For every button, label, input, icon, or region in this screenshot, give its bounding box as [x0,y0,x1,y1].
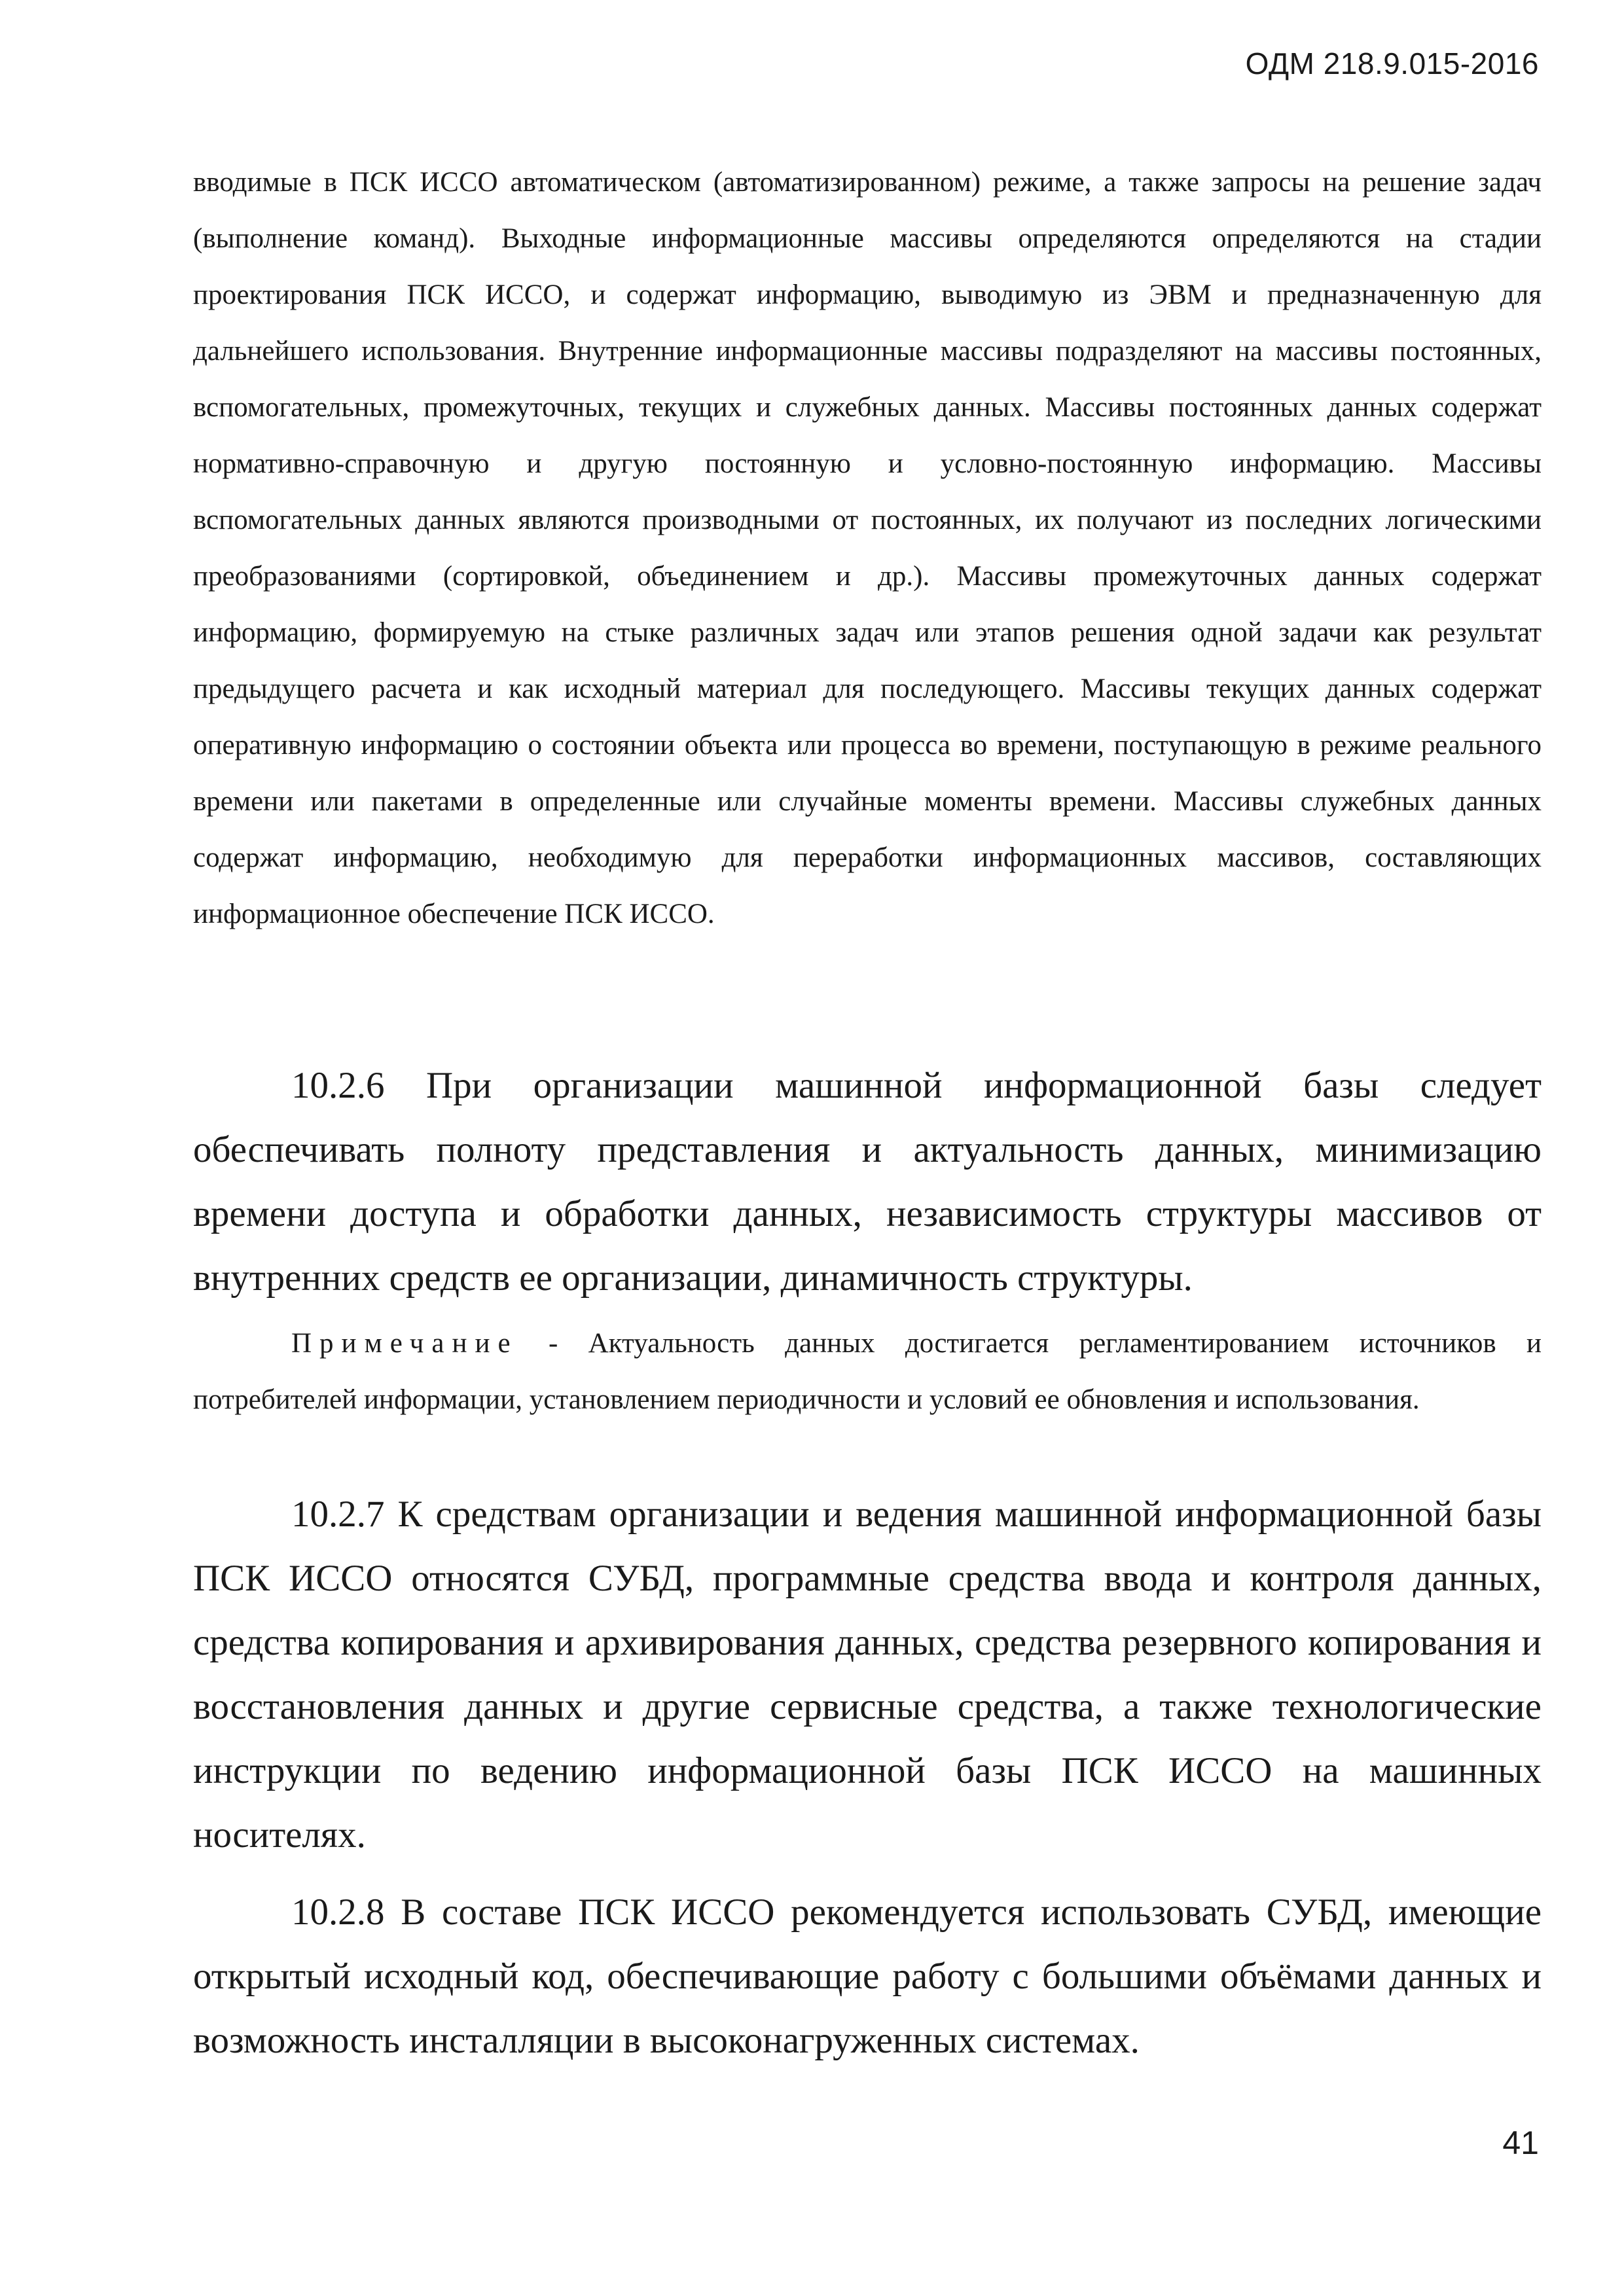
paragraph-continuation: вводимые в ПСК ИССО автоматическом (автоматизированном) режиме, а также запросы на решение задач (выполнение команд). Выходные информационные массивы определяются определяются на стадии проектирования ПСК ИССО, и содержат информацию, выводимую из ЭВМ и предназначенную для дальнейшего использования. Внутренние информационные массивы подразделяют на массивы постоянных, вспомогательных, промежуточных, текущих и служебных данных. Массивы постоянных данных содержат нормативно-справочную и другую постоянную и условно-постоянную информацию. Массивы вспомогательных данных являются производными от постоянных, их получают из последних логическими преобразованиями (сортировкой, объединением и др.). Массивы промежуточных данных содержат информацию, формируемую на стыке различных задач или этапов решения одной задачи как результат предыдущего расчета и как исходный материал для последующего. Массивы текущих данных содержат оперативную информацию о состоянии объекта или процесса во времени, поступающую в режиме реального времени или пакетами в определенные или случайные моменты времени. Массивы служебных данных содержат информацию, необходимую для переработки информационных массивов, составляющих информационное обеспечение ПСК ИССО. [193,167,1542,929]
note-text: - Актуальность данных достигается регламентированием источников и потребителей информации, установлением периодичности и условий ее обновления и использования. [193,1328,1542,1415]
page-number: 41 [1502,2125,1539,2161]
paragraph-10-2-6: 10.2.6 При организации машинной информационной базы следует обеспечивать полноту представления и актуальность данных, минимизацию времени доступа и обработки данных, независимость структуры массивов от внутренних средств ее организации, динамичность структуры. [193,1065,1542,1299]
note-label: Примечание [291,1328,518,1359]
document-code-header: ОДМ 218.9.015-2016 [1245,46,1539,81]
paragraph-10-2-8: 10.2.8 В составе ПСК ИССО рекомендуется использовать СУБД, имеющие открытый исходный код, обеспечивающие работу с большими объёмами данных и возможность инсталляции в высоконагруженных системах. [193,1892,1542,2061]
note-paragraph [193,1316,1542,1428]
paragraph-10-2-7: 10.2.7 К средствам организации и ведения машинной информационной базы ПСК ИССО относятся СУБД, программные средства ввода и контроля данных, средства копирования и архивирования данных, средства резервного копирования и восстановления данных и другие сервисные средства, а также технологические инструкции по ведению информационной базы ПСК ИССО на машинных носителях. [193,1494,1542,1856]
